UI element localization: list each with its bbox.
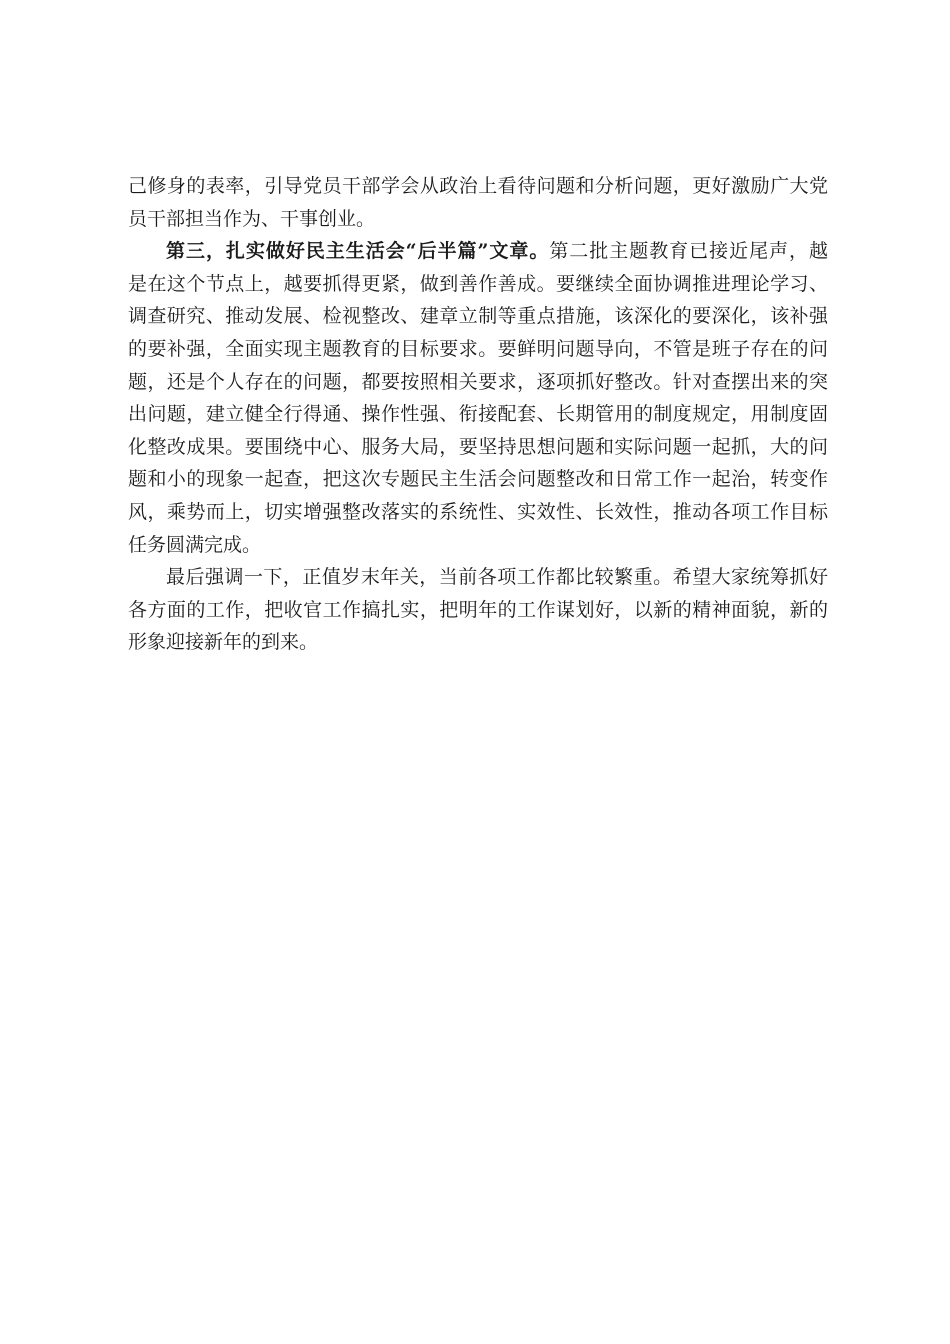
body-text: 化整改成果。要围绕中心、服务大局，要坚持思想问题和实际问题一起抓，大的问 xyxy=(128,435,828,458)
body-text: 最后强调一下，正值岁末年关，当前各项工作都比较繁重。希望大家统筹抓好 xyxy=(166,566,828,589)
body-text: 员干部担当作为、干事创业。 xyxy=(128,207,376,230)
body-text: 任务圆满完成。 xyxy=(128,533,262,556)
text-line xyxy=(128,431,828,464)
text-line xyxy=(128,300,828,333)
body-text: 调查研究、推动发展、检视整改、建章立制等重点措施，该深化的要深化，该补强 xyxy=(128,305,828,328)
text-line xyxy=(128,463,828,496)
body-text: 第二批主题教育已接近尾声，越 xyxy=(549,240,828,263)
body-text: 题，还是个人存在的问题，都要按照相关要求，逐项抓好整改。针对查摆出来的突 xyxy=(128,370,828,393)
body-text: 是在这个节点上，越要抓得更紧，做到善作善成。要继续全面协调推进理论学习、 xyxy=(128,272,828,295)
text-line xyxy=(128,366,828,399)
body-text: 己修身的表率，引导党员干部学会从政治上看待问题和分析问题，更好激励广大党 xyxy=(128,175,828,197)
body-text: 风，乘势而上，切实增强整改落实的系统性、实效性、长效性，推动各项工作目标 xyxy=(128,500,828,523)
document-body xyxy=(128,170,828,659)
text-line xyxy=(128,496,828,529)
text-line xyxy=(128,203,828,236)
body-text: 形象迎接新年的到来。 xyxy=(128,631,319,654)
body-text: 题和小的现象一起查，把这次专题民主生活会问题整改和日常工作一起治，转变作 xyxy=(128,468,828,491)
body-text: 各方面的工作，把收官工作搞扎实，把明年的工作谋划好，以新的精神面貌，新的 xyxy=(128,598,828,621)
body-text: 出问题，建立健全行得通、操作性强、衔接配套、长期管用的制度规定，用制度固 xyxy=(128,403,828,426)
text-line xyxy=(128,561,828,594)
text-line xyxy=(128,268,828,301)
bold-heading-text: 第三，扎实做好民主生活会“后半篇”文章。 xyxy=(166,240,550,263)
text-line xyxy=(128,398,828,431)
text-line xyxy=(128,235,828,268)
text-line xyxy=(128,594,828,627)
body-text: 的要补强，全面实现主题教育的目标要求。要鲜明问题导向，不管是班子存在的问 xyxy=(128,337,828,360)
text-line xyxy=(128,333,828,366)
text-line xyxy=(128,626,828,659)
text-line xyxy=(128,170,828,203)
text-line xyxy=(128,529,828,562)
